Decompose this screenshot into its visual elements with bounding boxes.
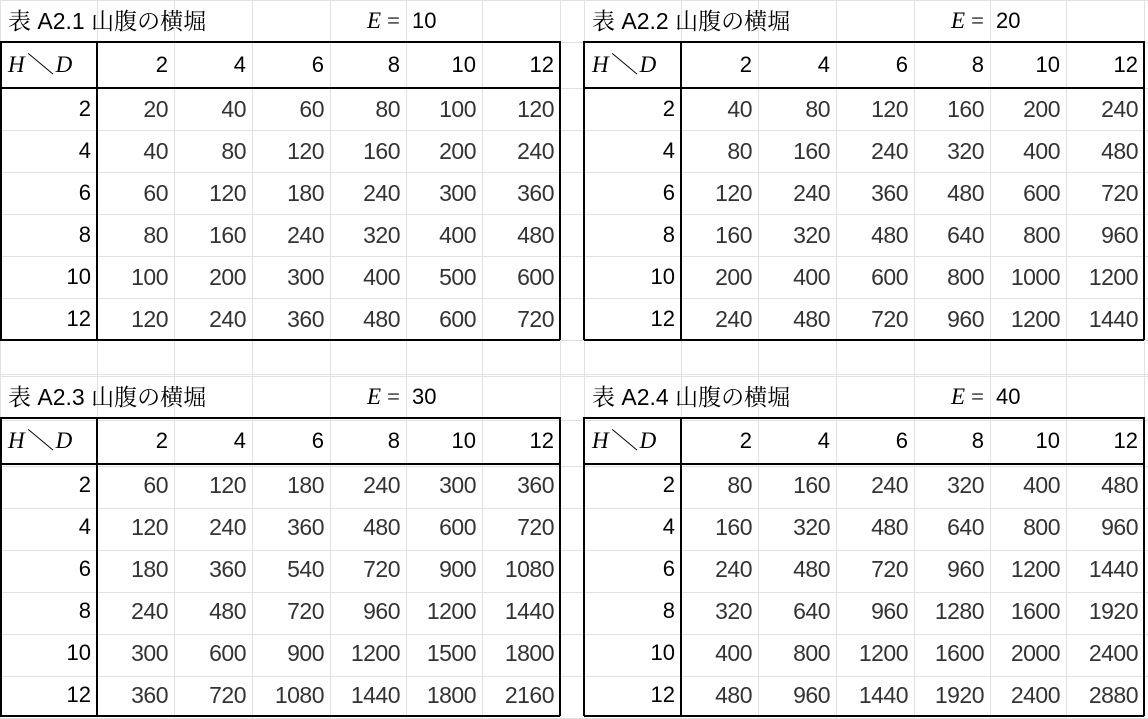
table-cell[interactable]: 160	[715, 222, 752, 248]
h-symbol: H	[8, 52, 25, 77]
table-cell[interactable]: 120	[209, 180, 246, 206]
table-border-right	[1143, 41, 1145, 340]
table-cell[interactable]: 80	[727, 472, 752, 498]
table-cell[interactable]: 480	[947, 180, 984, 206]
row-header[interactable]: 8	[78, 222, 91, 247]
column-header[interactable]: 6	[311, 52, 324, 77]
row-header[interactable]: 4	[662, 514, 675, 539]
e-parameter-value[interactable]: 20	[996, 8, 1021, 33]
equals-sign: =	[387, 384, 400, 409]
table-cell[interactable]: 960	[871, 598, 908, 624]
row-header-divider	[680, 417, 682, 716]
table-cell[interactable]: 40	[221, 96, 246, 122]
table-cell[interactable]: 180	[287, 472, 324, 498]
row-header-divider	[96, 417, 98, 716]
h-symbol: H	[8, 428, 25, 453]
table-cell[interactable]: 1800	[504, 640, 554, 666]
table-cell[interactable]: 540	[287, 556, 324, 582]
h-symbol: H	[592, 428, 609, 453]
table-cell[interactable]: 600	[1023, 180, 1060, 206]
row-header[interactable]: 2	[662, 96, 675, 121]
table-cell[interactable]: 320	[715, 598, 752, 624]
table-cell[interactable]: 1200	[1088, 264, 1138, 290]
row-header[interactable]: 8	[78, 598, 91, 623]
table-cell[interactable]: 100	[131, 264, 168, 290]
table-cell[interactable]: 600	[439, 514, 476, 540]
table-cell[interactable]: 960	[947, 556, 984, 582]
table-border-bottom	[584, 339, 1144, 341]
table-cell[interactable]: 400	[793, 264, 830, 290]
table-cell[interactable]: 960	[947, 306, 984, 332]
table-cell[interactable]: 1920	[934, 682, 984, 708]
table-title: 表 A2.2 山腹の横堀	[592, 8, 791, 34]
table-cell[interactable]: 360	[871, 180, 908, 206]
column-header[interactable]: 2	[155, 52, 168, 77]
table-border-right	[559, 417, 561, 716]
row-header[interactable]: 12	[650, 306, 675, 331]
table-cell[interactable]: 2160	[504, 682, 554, 708]
table-cell[interactable]: 1000	[1010, 264, 1060, 290]
table-cell[interactable]: 480	[517, 222, 554, 248]
table-cell[interactable]: 960	[1101, 514, 1138, 540]
column-header[interactable]: 2	[739, 52, 752, 77]
table-cell[interactable]: 480	[871, 514, 908, 540]
table-cell[interactable]: 40	[143, 138, 168, 164]
table-border-bottom	[0, 715, 560, 717]
row-header[interactable]: 12	[650, 682, 675, 707]
row-header[interactable]: 4	[78, 138, 91, 163]
table-cell[interactable]: 40	[727, 96, 752, 122]
table-cell[interactable]: 1440	[1088, 556, 1138, 582]
table-cell[interactable]: 80	[375, 96, 400, 122]
e-symbol: E	[950, 8, 966, 33]
table-cell[interactable]: 480	[1101, 138, 1138, 164]
table-cell[interactable]: 400	[1023, 138, 1060, 164]
equals-sign: =	[971, 8, 984, 33]
row-header[interactable]: 12	[66, 682, 91, 707]
table-cell[interactable]: 1080	[274, 682, 324, 708]
h-symbol: H	[592, 52, 609, 77]
table-cell[interactable]: 480	[793, 306, 830, 332]
table-cell[interactable]: 180	[287, 180, 324, 206]
table-cell[interactable]: 1440	[1088, 306, 1138, 332]
table-cell[interactable]: 160	[715, 514, 752, 540]
table-cell[interactable]: 960	[1101, 222, 1138, 248]
row-header[interactable]: 8	[662, 222, 675, 247]
column-header[interactable]: 12	[529, 52, 554, 77]
table-header-divider	[0, 87, 560, 89]
table-cell[interactable]: 240	[715, 306, 752, 332]
table-cell[interactable]: 720	[209, 682, 246, 708]
column-header[interactable]: 2	[739, 428, 752, 453]
e-parameter-label	[914, 376, 990, 418]
table-cell[interactable]: 240	[871, 472, 908, 498]
table-cell[interactable]: 960	[363, 598, 400, 624]
table-cell[interactable]: 640	[793, 598, 830, 624]
table-cell[interactable]: 1440	[350, 682, 400, 708]
table-border-top	[0, 417, 560, 419]
row-header-divider	[680, 41, 682, 340]
table-cell[interactable]: 240	[363, 180, 400, 206]
corner-header	[0, 418, 97, 464]
table-cell[interactable]: 1440	[858, 682, 908, 708]
column-header[interactable]: 4	[233, 428, 246, 453]
table-cell[interactable]: 240	[287, 222, 324, 248]
table-cell[interactable]: 100	[439, 96, 476, 122]
table-cell[interactable]: 1500	[426, 640, 476, 666]
e-parameter-value[interactable]: 30	[412, 384, 437, 409]
table-cell[interactable]: 360	[131, 682, 168, 708]
table-cell[interactable]: 800	[947, 264, 984, 290]
corner-header	[584, 42, 681, 88]
e-parameter-label	[914, 0, 990, 42]
table-cell[interactable]: 120	[131, 514, 168, 540]
backslash-separator: ＼	[610, 52, 638, 77]
column-header[interactable]: 8	[387, 52, 400, 77]
table-cell[interactable]: 720	[1101, 180, 1138, 206]
table-cell[interactable]: 1600	[1010, 598, 1060, 624]
e-symbol: E	[950, 384, 966, 409]
backslash-separator: ＼	[26, 52, 54, 77]
table-cell[interactable]: 160	[793, 138, 830, 164]
row-header[interactable]: 10	[650, 640, 675, 665]
table-cell[interactable]: 240	[131, 598, 168, 624]
table-title: 表 A2.4 山腹の横堀	[592, 384, 791, 410]
table-cell[interactable]: 1600	[934, 640, 984, 666]
table-cell[interactable]: 1800	[426, 682, 476, 708]
table-cell[interactable]: 80	[143, 222, 168, 248]
column-header[interactable]: 10	[451, 52, 476, 77]
row-header[interactable]: 6	[662, 556, 675, 581]
table-border-top	[584, 41, 1144, 43]
table-cell[interactable]: 600	[517, 264, 554, 290]
table-cell[interactable]: 300	[131, 640, 168, 666]
table-border-left	[0, 41, 2, 340]
table-border-left	[583, 417, 585, 716]
table-cell[interactable]: 160	[209, 222, 246, 248]
table-cell[interactable]: 320	[947, 138, 984, 164]
table-cell[interactable]: 720	[363, 556, 400, 582]
d-symbol: D	[639, 52, 657, 77]
table-cell[interactable]: 240	[363, 472, 400, 498]
table-cell[interactable]: 320	[363, 222, 400, 248]
table-cell[interactable]: 160	[793, 472, 830, 498]
table-cell[interactable]: 900	[287, 640, 324, 666]
column-header[interactable]: 6	[895, 52, 908, 77]
d-symbol: D	[639, 428, 657, 453]
column-header[interactable]: 4	[817, 428, 830, 453]
table-title: 表 A2.3 山腹の横堀	[8, 384, 207, 410]
equals-sign: =	[387, 8, 400, 33]
e-parameter-label	[330, 0, 406, 42]
table-cell[interactable]: 480	[715, 682, 752, 708]
e-parameter-label	[330, 376, 406, 418]
table-cell[interactable]: 400	[363, 264, 400, 290]
row-header[interactable]: 4	[78, 514, 91, 539]
table-cell[interactable]: 1200	[426, 598, 476, 624]
row-header[interactable]: 10	[650, 264, 675, 289]
table-cell[interactable]: 720	[517, 306, 554, 332]
table-cell[interactable]: 200	[439, 138, 476, 164]
e-parameter-value[interactable]: 10	[412, 8, 437, 33]
table-cell[interactable]: 320	[947, 472, 984, 498]
table-cell[interactable]: 240	[871, 138, 908, 164]
table-cell[interactable]: 400	[1023, 472, 1060, 498]
table-cell[interactable]: 300	[287, 264, 324, 290]
table-border-top	[0, 41, 560, 43]
row-header[interactable]: 4	[662, 138, 675, 163]
row-header[interactable]: 2	[662, 472, 675, 497]
table-cell[interactable]: 720	[517, 514, 554, 540]
table-cell[interactable]: 240	[209, 514, 246, 540]
table-cell[interactable]: 720	[871, 556, 908, 582]
e-symbol: E	[366, 8, 382, 33]
column-header[interactable]: 6	[311, 428, 324, 453]
table-cell[interactable]: 120	[209, 472, 246, 498]
row-header[interactable]: 8	[662, 598, 675, 623]
row-header[interactable]: 6	[78, 180, 91, 205]
column-header[interactable]: 10	[451, 428, 476, 453]
table-cell[interactable]: 480	[363, 306, 400, 332]
table-cell[interactable]: 240	[1101, 96, 1138, 122]
backslash-separator: ＼	[26, 428, 54, 453]
table-header-divider	[584, 463, 1144, 465]
table-cell[interactable]: 320	[793, 222, 830, 248]
row-header[interactable]: 6	[662, 180, 675, 205]
table-header-divider	[0, 463, 560, 465]
column-header[interactable]: 8	[387, 428, 400, 453]
table-cell[interactable]: 60	[299, 96, 324, 122]
table-cell[interactable]: 1200	[350, 640, 400, 666]
table-cell[interactable]: 120	[287, 138, 324, 164]
table-cell[interactable]: 1920	[1088, 598, 1138, 624]
e-parameter-value[interactable]: 40	[996, 384, 1021, 409]
table-cell[interactable]: 160	[947, 96, 984, 122]
column-header[interactable]: 2	[155, 428, 168, 453]
table-cell[interactable]: 120	[517, 96, 554, 122]
table-cell[interactable]: 400	[439, 222, 476, 248]
table-cell[interactable]: 400	[715, 640, 752, 666]
grid-line-horizontal	[0, 374, 1148, 375]
table-cell[interactable]: 480	[363, 514, 400, 540]
column-header[interactable]: 10	[1035, 428, 1060, 453]
table-cell[interactable]: 500	[439, 264, 476, 290]
table-cell[interactable]: 360	[517, 180, 554, 206]
column-header[interactable]: 4	[233, 52, 246, 77]
table-cell[interactable]: 360	[287, 514, 324, 540]
table-cell[interactable]: 360	[209, 556, 246, 582]
column-header[interactable]: 12	[1113, 428, 1138, 453]
row-header-divider	[96, 41, 98, 340]
row-header[interactable]: 10	[66, 264, 91, 289]
column-header[interactable]: 10	[1035, 52, 1060, 77]
column-header[interactable]: 6	[895, 428, 908, 453]
table-cell[interactable]: 1200	[1010, 306, 1060, 332]
column-header[interactable]: 4	[817, 52, 830, 77]
table-cell[interactable]: 360	[287, 306, 324, 332]
table-cell[interactable]: 240	[209, 306, 246, 332]
row-header[interactable]: 12	[66, 306, 91, 331]
table-cell[interactable]: 640	[947, 222, 984, 248]
table-cell[interactable]: 120	[131, 306, 168, 332]
d-symbol: D	[55, 52, 73, 77]
table-cell[interactable]: 480	[1101, 472, 1138, 498]
table-cell[interactable]: 600	[209, 640, 246, 666]
table-cell[interactable]: 720	[287, 598, 324, 624]
table-cell[interactable]: 300	[439, 472, 476, 498]
table-cell[interactable]: 200	[1023, 96, 1060, 122]
table-cell[interactable]: 360	[517, 472, 554, 498]
table-cell[interactable]: 180	[131, 556, 168, 582]
table-cell[interactable]: 80	[805, 96, 830, 122]
table-cell[interactable]: 2000	[1010, 640, 1060, 666]
table-border-right	[1143, 417, 1145, 716]
table-title: 表 A2.1 山腹の横堀	[8, 8, 207, 34]
table-cell[interactable]: 2400	[1010, 682, 1060, 708]
d-symbol: D	[55, 428, 73, 453]
table-cell[interactable]: 60	[143, 472, 168, 498]
column-header[interactable]: 12	[1113, 52, 1138, 77]
table-cell[interactable]: 240	[793, 180, 830, 206]
table-border-right	[559, 41, 561, 340]
table-cell[interactable]: 20	[143, 96, 168, 122]
table-cell[interactable]: 1200	[1010, 556, 1060, 582]
table-cell[interactable]: 800	[793, 640, 830, 666]
table-cell[interactable]: 900	[439, 556, 476, 582]
table-cell[interactable]: 1280	[934, 598, 984, 624]
table-cell[interactable]: 960	[793, 682, 830, 708]
table-header-divider	[584, 87, 1144, 89]
table-cell[interactable]: 1200	[858, 640, 908, 666]
table-cell[interactable]: 200	[715, 264, 752, 290]
column-header[interactable]: 8	[971, 52, 984, 77]
table-cell[interactable]: 80	[727, 138, 752, 164]
table-cell[interactable]: 600	[871, 264, 908, 290]
table-cell[interactable]: 320	[793, 514, 830, 540]
table-cell[interactable]: 120	[715, 180, 752, 206]
column-header[interactable]: 12	[529, 428, 554, 453]
table-cell[interactable]: 300	[439, 180, 476, 206]
table-cell[interactable]: 2880	[1088, 682, 1138, 708]
e-symbol: E	[366, 384, 382, 409]
table-cell[interactable]: 240	[517, 138, 554, 164]
corner-header	[584, 418, 681, 464]
equals-sign: =	[971, 384, 984, 409]
column-header[interactable]: 8	[971, 428, 984, 453]
table-cell[interactable]: 80	[221, 138, 246, 164]
table-cell[interactable]: 480	[209, 598, 246, 624]
table-cell[interactable]: 240	[715, 556, 752, 582]
table-cell[interactable]: 2400	[1088, 640, 1138, 666]
table-cell[interactable]: 480	[871, 222, 908, 248]
table-cell[interactable]: 1080	[504, 556, 554, 582]
table-cell[interactable]: 800	[1023, 222, 1060, 248]
row-header[interactable]: 2	[78, 472, 91, 497]
table-border-top	[584, 417, 1144, 419]
table-border-bottom	[0, 339, 560, 341]
table-border-left	[0, 417, 2, 716]
table-cell[interactable]: 600	[439, 306, 476, 332]
backslash-separator: ＼	[610, 428, 638, 453]
table-cell[interactable]: 480	[793, 556, 830, 582]
table-cell[interactable]: 640	[947, 514, 984, 540]
table-cell[interactable]: 60	[143, 180, 168, 206]
row-header[interactable]: 6	[78, 556, 91, 581]
corner-header	[0, 42, 97, 88]
table-cell[interactable]: 160	[363, 138, 400, 164]
table-cell[interactable]: 200	[209, 264, 246, 290]
table-cell[interactable]: 120	[871, 96, 908, 122]
table-border-left	[583, 41, 585, 340]
table-cell[interactable]: 720	[871, 306, 908, 332]
row-header[interactable]: 2	[78, 96, 91, 121]
table-cell[interactable]: 800	[1023, 514, 1060, 540]
row-header[interactable]: 10	[66, 640, 91, 665]
table-border-bottom	[584, 715, 1144, 717]
table-cell[interactable]: 1440	[504, 598, 554, 624]
